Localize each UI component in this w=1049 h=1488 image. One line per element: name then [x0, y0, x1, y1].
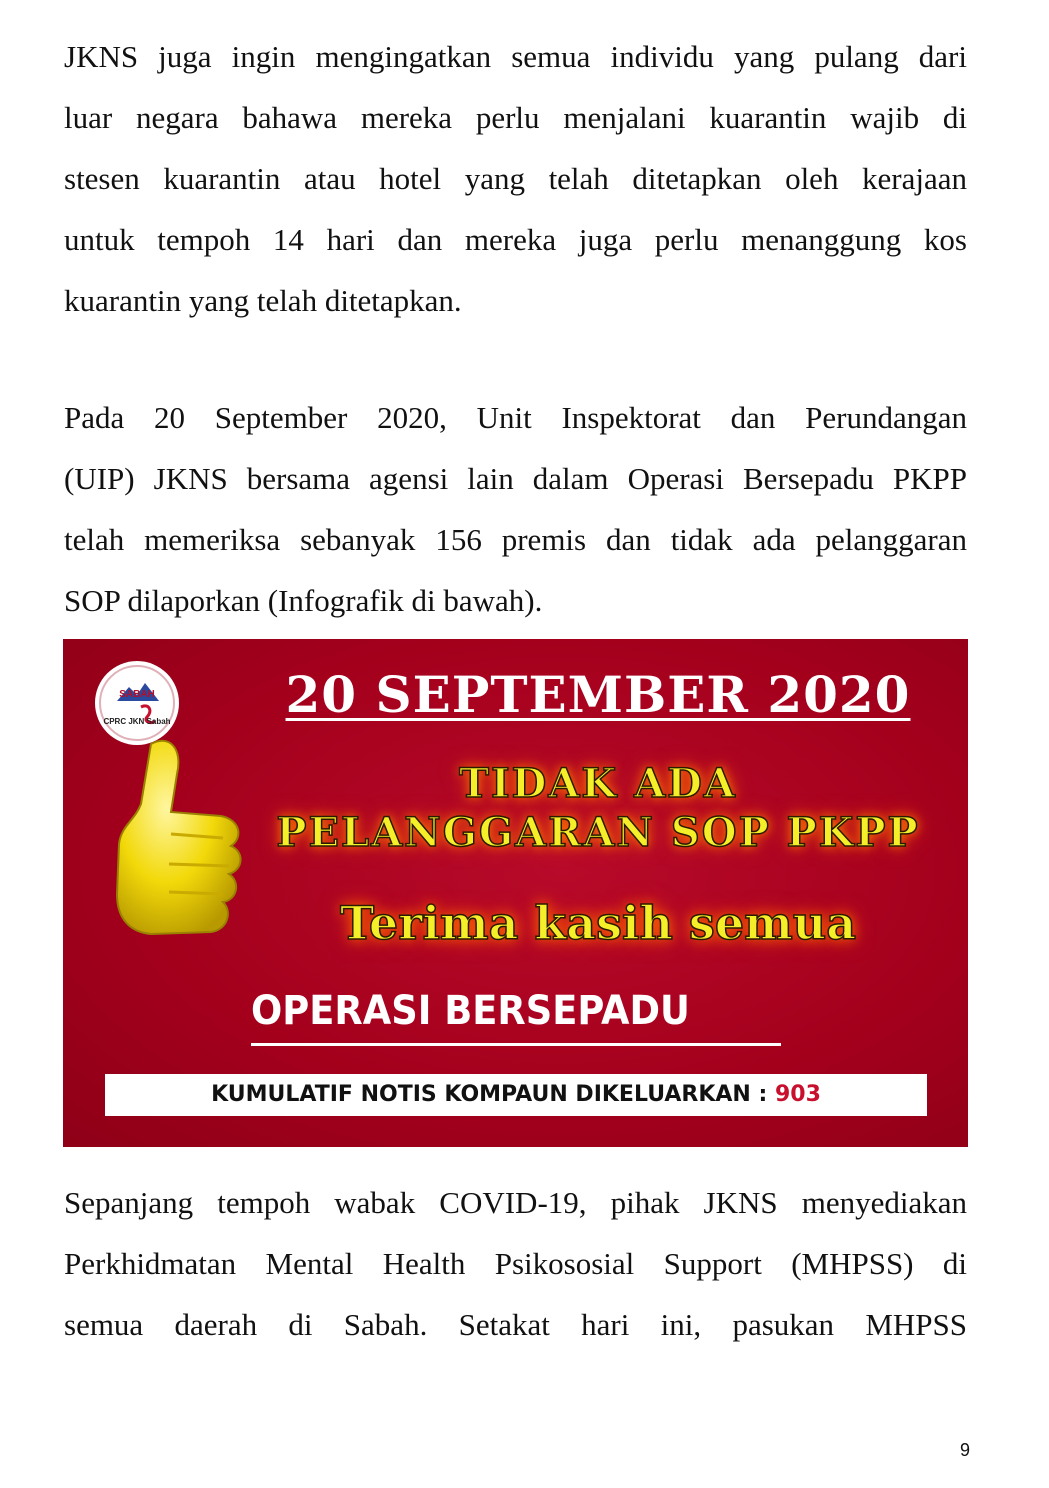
text-line: Sepanjang tempoh wabak COVID-19, pihak JKNS menyediakan — [64, 1185, 967, 1220]
paragraph-mhpss — [64, 1172, 967, 1355]
page-number: 9 — [959, 1440, 970, 1460]
text-line: luar negara bahawa mereka perlu menjalani kuarantin wajib di — [64, 100, 967, 135]
text-line: Pada 20 September 2020, Unit Inspektorat dan Perundangan — [64, 400, 967, 435]
thumbs-up-icon — [111, 734, 246, 964]
paragraph-quarantine — [64, 26, 967, 331]
infographic-date: 20 SEPTEMBER 2020 — [285, 665, 911, 724]
headline-line-2: PELANGGARAN SOP PKPP — [276, 809, 920, 856]
cumulative-notice-box — [105, 1074, 927, 1116]
text-line: untuk tempoh 14 hari dan mereka juga perlu menanggung kos — [64, 222, 967, 257]
infographic-banner — [63, 639, 968, 1147]
text-line: SOP dilaporkan (Infografik di bawah). — [64, 583, 543, 618]
cumulative-value: 903 — [774, 1082, 821, 1107]
text-line: kuarantin yang telah ditetapkan. — [64, 283, 462, 318]
text-line: (UIP) JKNS bersama agensi lain dalam Operasi Bersepadu PKPP — [64, 461, 967, 496]
jkn-sabah-logo — [95, 661, 179, 745]
text-line: telah memeriksa sebanyak 156 premis dan tidak ada pelanggaran — [64, 522, 967, 557]
cumulative-label: KUMULATIF NOTIS KOMPAUN DIKELUARKAN : — [211, 1082, 768, 1107]
operation-title: OPERASI BERSEPADU — [251, 988, 690, 1034]
logo-mountain-icon — [95, 661, 179, 745]
operation-underline — [251, 1043, 781, 1046]
text-line: semua daerah di Sabah. Setakat hari ini, pasukan MHPSS — [64, 1307, 967, 1342]
logo-caption: CPRC JKN Sabah — [103, 717, 171, 726]
headline-line-1: TIDAK ADA — [459, 760, 737, 807]
text-line: JKNS juga ingin mengingatkan semua individu yang pulang dari — [64, 39, 967, 74]
thanks-message: Terima kasih semua — [339, 896, 857, 950]
text-line: stesen kuarantin atau hotel yang telah ditetapkan oleh kerajaan — [64, 161, 967, 196]
text-line: Perkhidmatan Mental Health Psikososial Support (MHPSS) di — [64, 1246, 967, 1281]
paragraph-inspection — [64, 387, 967, 631]
logo-text: SABAH — [119, 689, 155, 700]
